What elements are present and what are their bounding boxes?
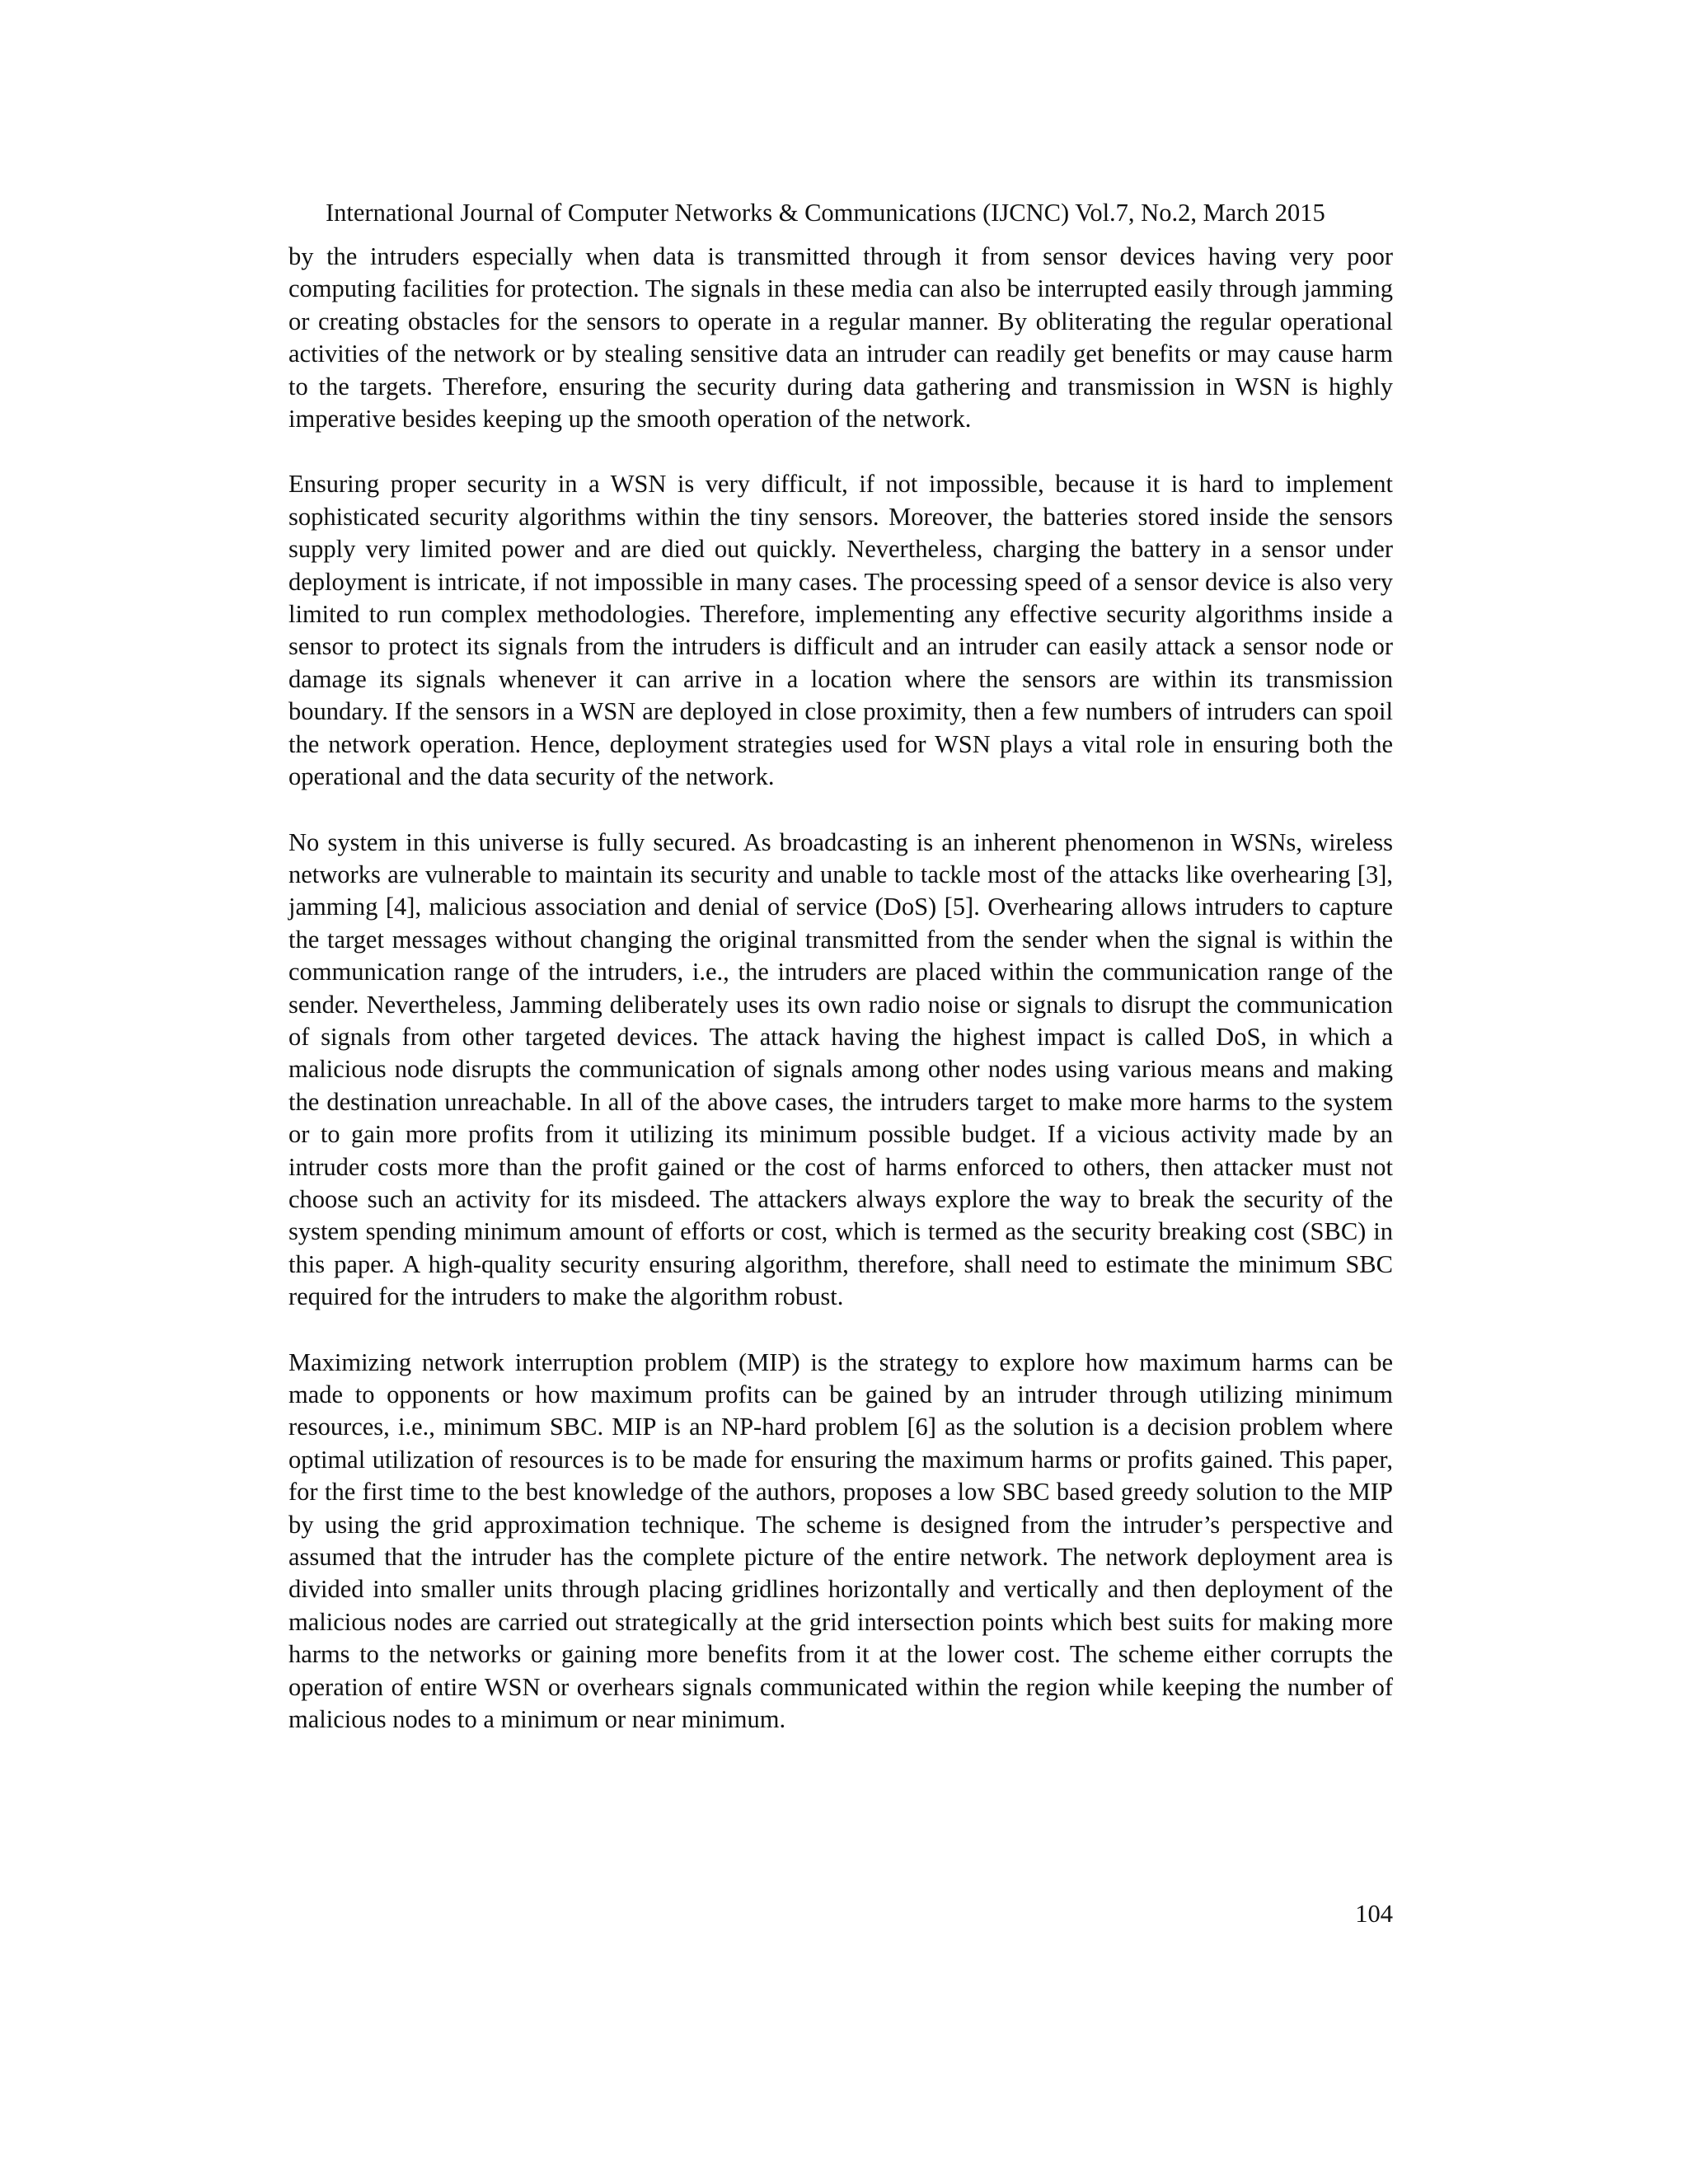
paragraph-3: No system in this universe is fully secured. As broadcasting is an inherent phenomenon in WSNs, wireless networks are vulnerable to maintain its security and unable to tackle most of the attacks like overhearing [3], jamming [4], malicious association and denial of service (DoS) [5]. Overhearing allows intruders to capture the target messages without changing the original transmitted from the sender when the signal is within the communication range of the intruders, i.e., the intruders are placed within the communication range of the sender. Nevertheless, Jamming deliberately uses its own radio noise or signals to disrupt the communication of signals from other targeted devices. The attack having the highest impact is called DoS, in which a malicious node disrupts the communication of signals among other nodes using various means and making the destination unreachable. In all of the above cases, the intruders target to make more harms to the system or to gain more profits from it utilizing its minimum possible budget. If a vicious activity made by an intruder costs more than the profit gained or the cost of harms enforced to others, then attacker must not choose such an activity for its misdeed. The attackers always explore the way to break the security of the system spending minimum amount of efforts or cost, which is termed as the security breaking cost (SBC) in this paper. A high-quality security ensuring algorithm, therefore, shall need to estimate the minimum SBC required for the intruders to make the algorithm robust.: [288, 827, 1393, 1311]
body-text: [288, 241, 1393, 1769]
paragraph-2: Ensuring proper security in a WSN is very difficult, if not impossible, because it is hard to implement sophisticated security algorithms within the tiny sensors. Moreover, the batteries stored inside the sensors supply very limited power and are died out quickly. Nevertheless, charging the battery in a sensor under deployment is intricate, if not impossible in many cases. The processing speed of a sensor device is also very limited to run complex methodologies. Therefore, implementing any effective security algorithms inside a sensor to protect its signals from the intruders is difficult and an intruder can easily attack a sensor node or damage its signals whenever it can arrive in a location where the sensors are within its transmission boundary. If the sensors in a WSN are deployed in close proximity, then a few numbers of intruders can spoil the network operation. Hence, deployment strategies used for WSN plays a vital role in ensuring both the operational and the data security of the network.: [288, 470, 1393, 791]
page-number: 104: [1355, 1900, 1393, 1928]
running-header: International Journal of Computer Networks & Communications (IJCNC) Vol.7, No.2, March 2015: [326, 199, 1325, 227]
paragraph-1: by the intruders especially when data is transmitted through it from sensor devices having very poor computing facilities for protection. The signals in these media can also be interrupted easily through jamming or creating obstacles for the sensors to operate in a regular manner. By obliterating the regular operational activities of the network or by stealing sensitive data an intruder can readily get benefits or may cause harm to the targets. Therefore, ensuring the security during data gathering and transmission in WSN is highly imperative besides keeping up the smooth operation of the network.: [288, 242, 1393, 434]
paragraph-4: Maximizing network interruption problem (MIP) is the strategy to explore how maximum harms can be made to opponents or how maximum profits can be gained by an intruder through utilizing minimum resources, i.e., minimum SBC. MIP is an NP-hard problem [6] as the solution is a decision problem where optimal utilization of resources is to be made for ensuring the maximum harms or profits gained. This paper, for the first time to the best knowledge of the authors, proposes a low SBC based greedy solution to the MIP by using the grid approximation technique. The scheme is designed from the intruder’s perspective and assumed that the intruder has the complete picture of the entire network. The network deployment area is divided into smaller units through placing gridlines horizontally and vertically and then deployment of the malicious nodes are carried out strategically at the grid intersection points which best suits for making more harms to the networks or gaining more benefits from it at the lower cost. The scheme either corrupts the operation of entire WSN or overhears signals communicated within the region while keeping the number of malicious nodes to a minimum or near minimum.: [288, 1347, 1393, 1734]
